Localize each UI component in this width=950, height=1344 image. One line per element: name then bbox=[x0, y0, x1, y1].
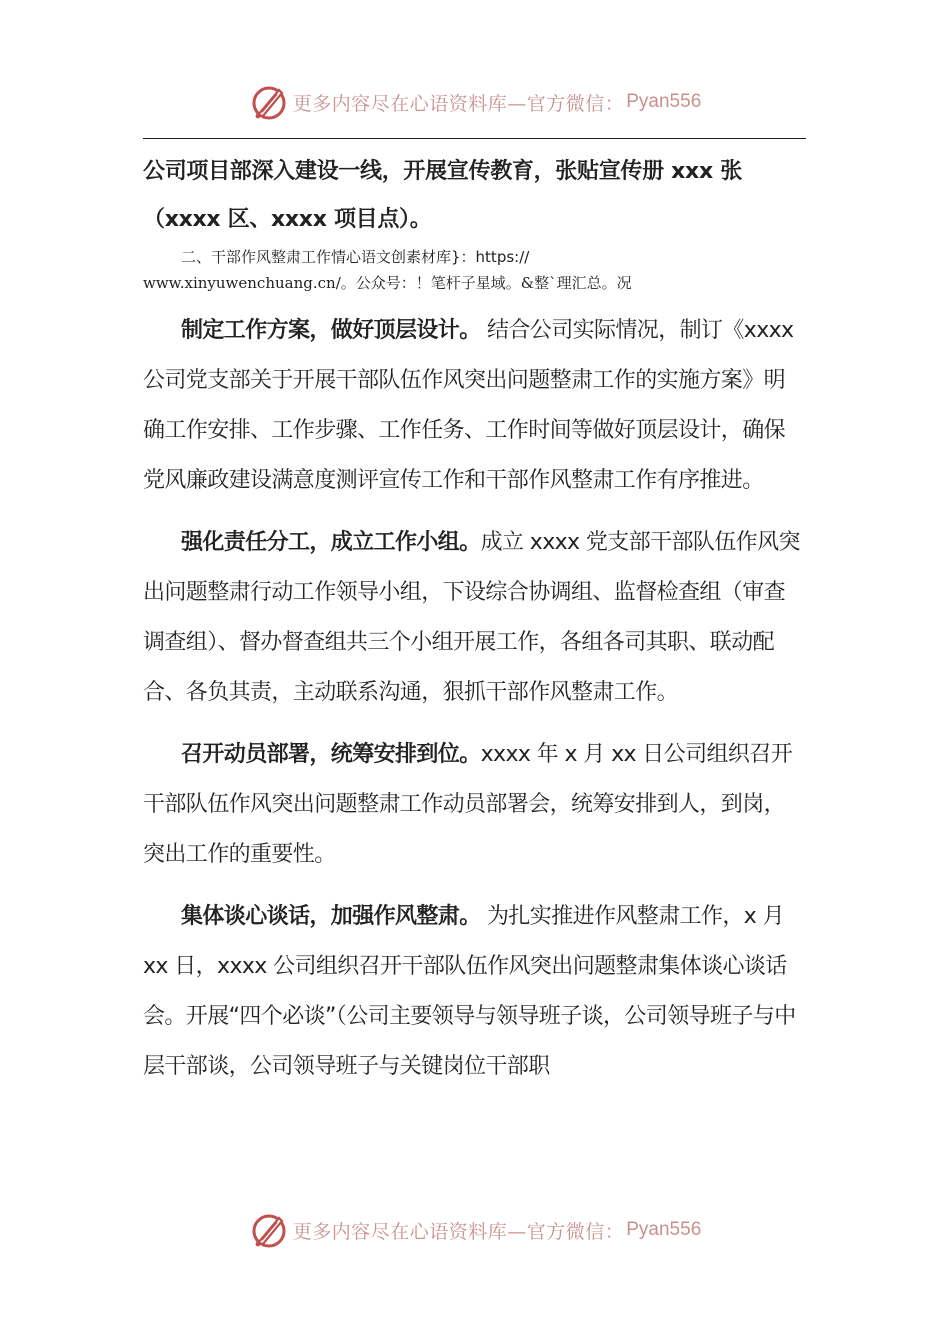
paragraph-3 bbox=[143, 730, 806, 880]
paragraph-text: 结合公司实际情况，制订《xxxx 公司党支部关于开展干部队伍作风突出问题整肃工作的实施方案》明确工作安排、工作步骤、工作任务、工作时间等做好顶层设计，确保党风廉政建设满意度测评宣传工作和干部作风整肃工作有序推进。 bbox=[143, 318, 794, 493]
paragraph-heading: 强化责任分工，成立工作小组。 bbox=[181, 530, 481, 555]
paragraph-2 bbox=[143, 518, 806, 718]
lead-line-2: （xxxx 区、xxxx 项目点）。 bbox=[143, 207, 432, 232]
quill-logo-icon bbox=[249, 1210, 289, 1250]
paragraph-heading: 制定工作方案，做好顶层设计。 bbox=[181, 318, 481, 343]
source-line-2 bbox=[143, 270, 806, 296]
paragraph-text: 为扎实推进作风整肃工作，x 月 xx 日，xxxx 公司组织召开干部队伍作风突出问题整肃集体谈心谈话会。开展“四个必谈”（公司主要领导与领导班子谈，公司领导班子与中层干部谈，公司领导班子与关键岗位干部职 bbox=[143, 904, 796, 1079]
document-body bbox=[143, 148, 806, 1092]
banner-text: 更多内容尽在心语资料库—官方微信： bbox=[292, 1220, 625, 1243]
quill-logo-icon bbox=[249, 82, 289, 122]
paragraph-heading: 召开动员部署，统筹安排到位。 bbox=[181, 742, 481, 767]
header-banner bbox=[0, 80, 950, 124]
paragraph-4 bbox=[143, 892, 806, 1092]
paragraph-heading: 集体谈心谈话，加强作风整肃。 bbox=[181, 904, 481, 929]
footer-banner bbox=[0, 1208, 950, 1252]
banner-text: 更多内容尽在心语资料库—官方微信： bbox=[292, 92, 625, 115]
paragraph-text: 成立 xxxx 党支部干部队伍作风突出问题整肃行动工作领导小组，下设综合协调组、监督检查组（审查调查组）、督办督查组共三个小组开展工作，各组各司其职、联动配合、各负其责，主动联系沟通，狠抓干部作风整肃工作。 bbox=[143, 530, 800, 705]
paragraph-text: xxxx 年 x 月 xx 日公司组织召开干部队伍作风突出问题整肃工作动员部署会，统筹安排到人，到岗，突出工作的重要性。 bbox=[143, 742, 793, 867]
lead-line-1: 公司项目部深入建设一线，开展宣传教育，张贴宣传册 xxx 张 bbox=[143, 159, 742, 184]
header-rule bbox=[143, 138, 806, 139]
paragraph-1 bbox=[143, 306, 806, 506]
banner-wechat-id: Pyan556 bbox=[626, 1219, 702, 1240]
source-line-1 bbox=[143, 244, 806, 270]
banner-wechat-id: Pyan556 bbox=[626, 91, 702, 112]
source-text-1: 二、干部作风整肃工作情心语文创素材库}：https:// bbox=[181, 248, 530, 266]
source-text-2: www.xinyuwenchuang.cn/。公众号：！笔杆子星域。&整`理汇总。况 bbox=[143, 274, 632, 292]
